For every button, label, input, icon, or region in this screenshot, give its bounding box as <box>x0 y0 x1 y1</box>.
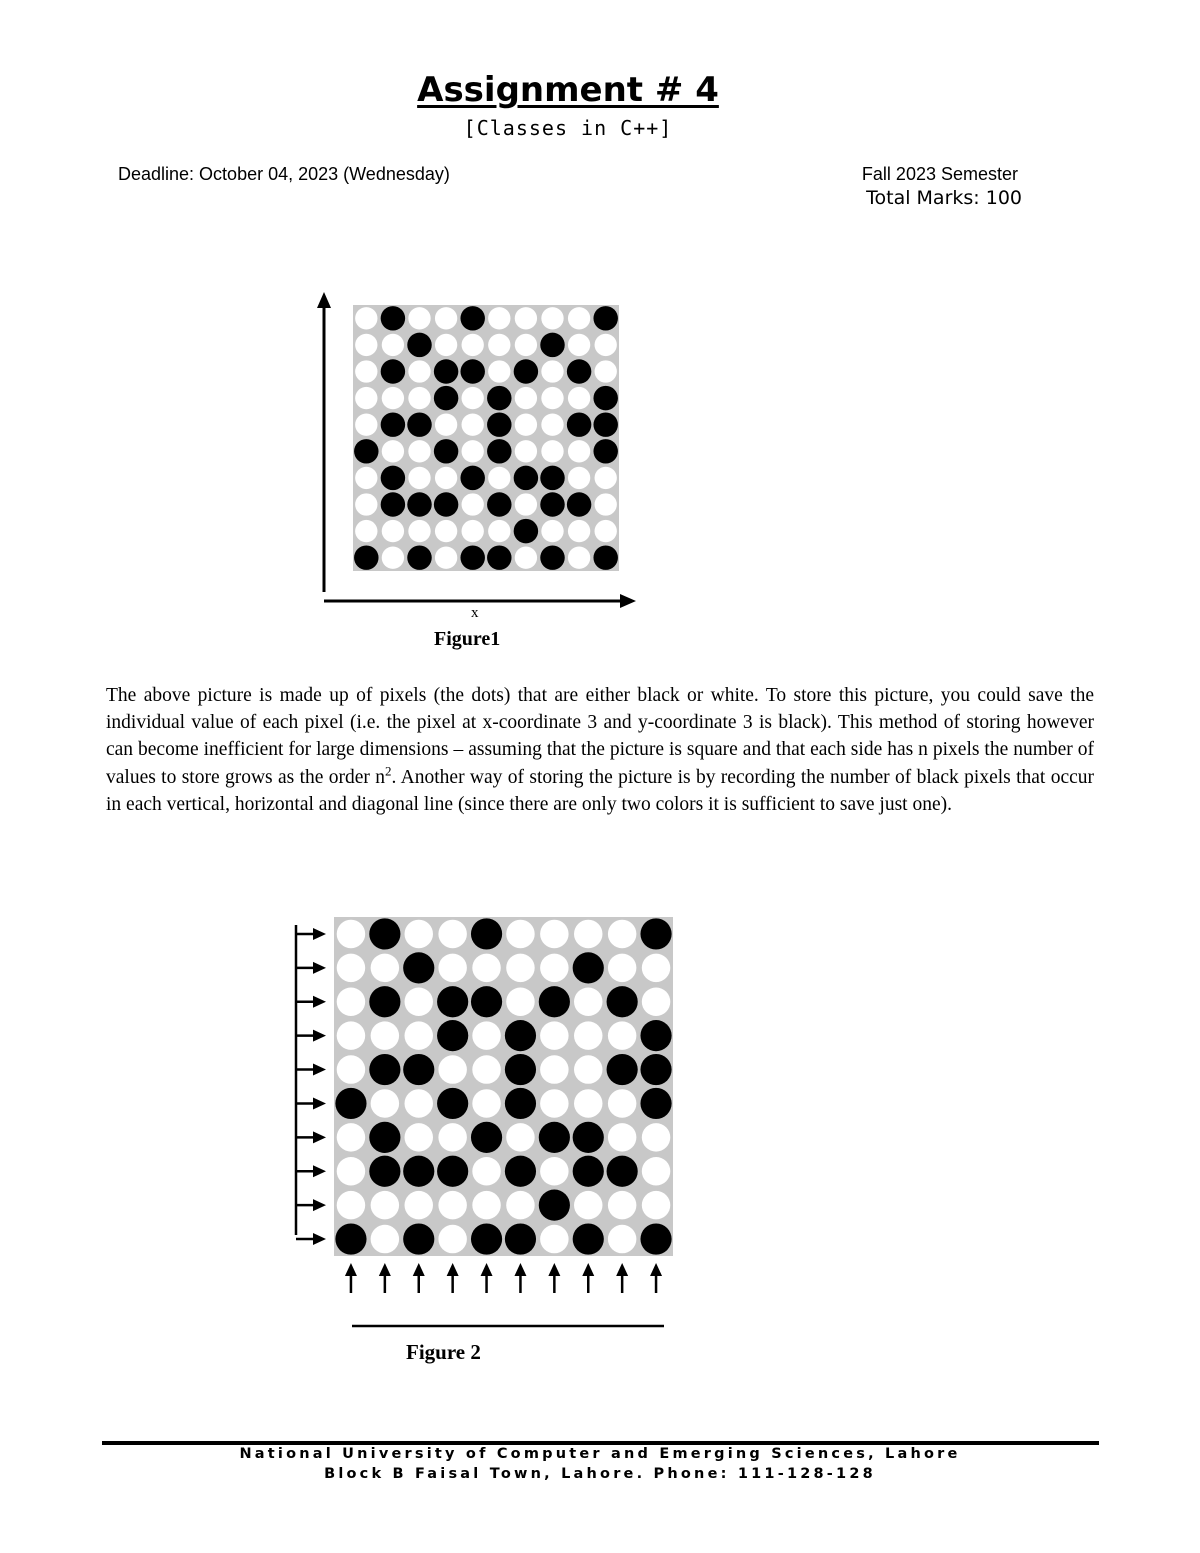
white-pixel <box>371 1191 399 1219</box>
black-pixel <box>487 386 511 410</box>
figure2-column-arrows <box>345 1263 662 1293</box>
white-pixel <box>568 387 590 409</box>
footer-address: Block B Faisal Town, Lahore. Phone: 111-128-128 <box>324 1466 876 1482</box>
black-pixel <box>403 1156 434 1187</box>
white-pixel <box>540 1089 568 1117</box>
black-pixel <box>640 1054 671 1085</box>
black-pixel <box>640 1088 671 1119</box>
black-pixel <box>539 986 570 1017</box>
black-pixel <box>369 1054 400 1085</box>
white-pixel <box>608 1089 636 1117</box>
white-pixel <box>541 520 563 542</box>
footer-divider <box>102 1441 1099 1445</box>
white-pixel <box>540 920 568 948</box>
white-pixel <box>371 954 399 982</box>
white-pixel <box>608 954 636 982</box>
black-pixel <box>434 492 458 516</box>
white-pixel <box>506 988 534 1016</box>
white-pixel <box>540 1225 568 1253</box>
white-pixel <box>595 520 617 542</box>
white-pixel <box>405 1021 433 1049</box>
paragraph-superscript: 2 <box>385 763 392 779</box>
white-pixel <box>405 1191 433 1219</box>
white-pixel <box>568 520 590 542</box>
white-pixel <box>382 547 404 569</box>
white-pixel <box>541 387 563 409</box>
deadline-text: Deadline: October 04, 2023 (Wednesday) <box>118 164 450 184</box>
white-pixel <box>371 1225 399 1253</box>
row-arrow-head <box>313 1233 326 1245</box>
white-pixel <box>574 1089 602 1117</box>
figure1-axes <box>317 292 636 608</box>
black-pixel <box>434 439 458 463</box>
column-arrow-head <box>413 1263 425 1276</box>
white-pixel <box>382 387 404 409</box>
row-arrow-head <box>313 1097 326 1109</box>
black-pixel <box>471 1122 502 1153</box>
black-pixel <box>403 1054 434 1085</box>
black-pixel <box>540 545 564 569</box>
black-pixel <box>407 333 431 357</box>
white-pixel <box>355 334 377 356</box>
white-pixel <box>472 1191 500 1219</box>
white-pixel <box>642 1191 670 1219</box>
black-pixel <box>539 1190 570 1221</box>
black-pixel <box>640 1223 671 1254</box>
black-pixel <box>335 1088 366 1119</box>
total-marks-text: Total Marks: 100 <box>866 187 1022 209</box>
white-pixel <box>438 1123 466 1151</box>
column-arrow-head <box>650 1263 662 1276</box>
black-pixel <box>403 952 434 983</box>
black-pixel <box>369 1156 400 1187</box>
black-pixel <box>460 466 484 490</box>
figure2-caption: Figure 2 <box>406 1340 481 1364</box>
white-pixel <box>438 1225 466 1253</box>
black-pixel <box>437 1020 468 1051</box>
black-pixel <box>381 466 405 490</box>
figure1-caption: Figure1 <box>434 628 501 650</box>
black-pixel <box>369 986 400 1017</box>
black-pixel <box>437 1156 468 1187</box>
white-pixel <box>337 954 365 982</box>
white-pixel <box>568 467 590 489</box>
white-pixel <box>595 493 617 515</box>
white-pixel <box>355 414 377 436</box>
white-pixel <box>462 387 484 409</box>
white-pixel <box>506 954 534 982</box>
white-pixel <box>574 1055 602 1083</box>
white-pixel <box>438 1191 466 1219</box>
row-arrow-head <box>313 1131 326 1143</box>
assignment-title: Assignment # 4 <box>417 70 719 110</box>
white-pixel <box>472 1055 500 1083</box>
white-pixel <box>435 414 457 436</box>
white-pixel <box>608 1225 636 1253</box>
white-pixel <box>595 467 617 489</box>
white-pixel <box>355 520 377 542</box>
figure2-row-arrows <box>296 925 326 1245</box>
black-pixel <box>540 466 564 490</box>
white-pixel <box>355 360 377 382</box>
white-pixel <box>472 1089 500 1117</box>
description-paragraph <box>106 682 1094 818</box>
white-pixel <box>462 440 484 462</box>
black-pixel <box>505 1020 536 1051</box>
semester-text: Fall 2023 Semester <box>861 164 1018 184</box>
black-pixel <box>487 412 511 436</box>
white-pixel <box>355 387 377 409</box>
black-pixel <box>567 412 591 436</box>
black-pixel <box>437 986 468 1017</box>
white-pixel <box>515 440 537 462</box>
white-pixel <box>438 920 466 948</box>
row-arrow-head <box>313 928 326 940</box>
column-arrow-head <box>447 1263 459 1276</box>
black-pixel <box>540 492 564 516</box>
white-pixel <box>435 520 457 542</box>
footer-university: National University of Computer and Emerging Sciences, Lahore <box>239 1446 961 1462</box>
black-pixel <box>640 918 671 949</box>
white-pixel <box>382 334 404 356</box>
black-pixel <box>434 386 458 410</box>
white-pixel <box>540 1021 568 1049</box>
white-pixel <box>515 414 537 436</box>
white-pixel <box>568 440 590 462</box>
column-arrow-head <box>514 1263 526 1276</box>
black-pixel <box>369 918 400 949</box>
column-arrow-head <box>548 1263 560 1276</box>
row-arrow-head <box>313 962 326 974</box>
white-pixel <box>438 954 466 982</box>
white-pixel <box>355 493 377 515</box>
black-pixel <box>514 466 538 490</box>
white-pixel <box>506 1191 534 1219</box>
white-pixel <box>408 387 430 409</box>
white-pixel <box>574 1021 602 1049</box>
black-pixel <box>407 492 431 516</box>
white-pixel <box>541 440 563 462</box>
white-pixel <box>541 414 563 436</box>
black-pixel <box>471 1223 502 1254</box>
white-pixel <box>642 1157 670 1185</box>
black-pixel <box>505 1223 536 1254</box>
row-arrow-head <box>313 1199 326 1211</box>
column-arrow-head <box>379 1263 391 1276</box>
white-pixel <box>408 307 430 329</box>
black-pixel <box>381 306 405 330</box>
row-arrow-head <box>313 1064 326 1076</box>
white-pixel <box>382 520 404 542</box>
white-pixel <box>595 360 617 382</box>
black-pixel <box>471 986 502 1017</box>
assignment-subtitle: [Classes in C++] <box>463 116 673 140</box>
black-pixel <box>471 918 502 949</box>
black-pixel <box>369 1122 400 1153</box>
white-pixel <box>472 1021 500 1049</box>
white-pixel <box>355 467 377 489</box>
black-pixel <box>335 1223 366 1254</box>
white-pixel <box>574 920 602 948</box>
row-arrow-head <box>313 1165 326 1177</box>
black-pixel <box>593 439 617 463</box>
black-pixel <box>539 1122 570 1153</box>
black-pixel <box>354 439 378 463</box>
white-pixel <box>337 1191 365 1219</box>
white-pixel <box>515 334 537 356</box>
black-pixel <box>505 1156 536 1187</box>
black-pixel <box>407 412 431 436</box>
black-pixel <box>460 359 484 383</box>
paragraph-text-1: The above picture is made up of pixels (the dots) that are either black or white. To store this picture, you could save the individual value of each pixel (i.e. the pixel at x-coordinate 3 and y-coordinate 3 is black). This method of storing however can become inefficient for large dimensions – assuming that the picture is square and that each side has n pixels the number of values to store grows as the order n <box>106 685 1094 788</box>
white-pixel <box>488 334 510 356</box>
white-pixel <box>405 1123 433 1151</box>
figure1-x-label: x <box>471 605 479 621</box>
black-pixel <box>593 412 617 436</box>
paragraph-text-2: . Another way of storing the picture is by recording the number of black pixels that occur in each vertical, horizontal and diagonal line (since there are only two colors it is sufficient to save just one). <box>106 766 1094 815</box>
white-pixel <box>337 1123 365 1151</box>
white-pixel <box>408 440 430 462</box>
white-pixel <box>408 520 430 542</box>
black-pixel <box>607 1054 638 1085</box>
white-pixel <box>540 1055 568 1083</box>
column-arrow-head <box>582 1263 594 1276</box>
white-pixel <box>405 920 433 948</box>
white-pixel <box>435 467 457 489</box>
white-pixel <box>642 988 670 1016</box>
black-pixel <box>403 1223 434 1254</box>
black-pixel <box>381 492 405 516</box>
black-pixel <box>354 545 378 569</box>
white-pixel <box>355 307 377 329</box>
white-pixel <box>568 547 590 569</box>
grid-background <box>334 917 673 1256</box>
black-pixel <box>573 952 604 983</box>
white-pixel <box>337 988 365 1016</box>
black-pixel <box>487 492 511 516</box>
white-pixel <box>488 467 510 489</box>
white-pixel <box>488 360 510 382</box>
white-pixel <box>462 414 484 436</box>
white-pixel <box>506 1123 534 1151</box>
grid-background <box>353 305 619 571</box>
white-pixel <box>472 1157 500 1185</box>
white-pixel <box>462 520 484 542</box>
black-pixel <box>407 545 431 569</box>
white-pixel <box>408 467 430 489</box>
black-pixel <box>434 359 458 383</box>
white-pixel <box>382 440 404 462</box>
black-pixel <box>607 1156 638 1187</box>
figure2-pixel-grid <box>334 917 673 1256</box>
white-pixel <box>462 334 484 356</box>
black-pixel <box>593 386 617 410</box>
column-arrow-head <box>481 1263 493 1276</box>
black-pixel <box>640 1020 671 1051</box>
white-pixel <box>541 307 563 329</box>
black-pixel <box>567 492 591 516</box>
row-arrow-head <box>313 1030 326 1042</box>
black-pixel <box>607 986 638 1017</box>
white-pixel <box>541 360 563 382</box>
black-pixel <box>487 439 511 463</box>
black-pixel <box>437 1088 468 1119</box>
white-pixel <box>337 1021 365 1049</box>
black-pixel <box>573 1223 604 1254</box>
black-pixel <box>505 1054 536 1085</box>
white-pixel <box>337 1055 365 1083</box>
white-pixel <box>568 307 590 329</box>
white-pixel <box>488 307 510 329</box>
white-pixel <box>405 988 433 1016</box>
white-pixel <box>608 1123 636 1151</box>
black-pixel <box>460 545 484 569</box>
white-pixel <box>435 334 457 356</box>
white-pixel <box>405 1089 433 1117</box>
white-pixel <box>371 1089 399 1117</box>
black-pixel <box>514 359 538 383</box>
white-pixel <box>608 1021 636 1049</box>
black-pixel <box>593 306 617 330</box>
white-pixel <box>574 988 602 1016</box>
white-pixel <box>435 307 457 329</box>
white-pixel <box>438 1055 466 1083</box>
black-pixel <box>573 1156 604 1187</box>
black-pixel <box>573 1122 604 1153</box>
white-pixel <box>371 1021 399 1049</box>
white-pixel <box>408 360 430 382</box>
white-pixel <box>568 334 590 356</box>
black-pixel <box>505 1088 536 1119</box>
white-pixel <box>337 1157 365 1185</box>
figure1-pixel-grid <box>353 305 619 571</box>
black-pixel <box>593 545 617 569</box>
white-pixel <box>540 954 568 982</box>
white-pixel <box>574 1191 602 1219</box>
black-pixel <box>514 519 538 543</box>
white-pixel <box>540 1157 568 1185</box>
white-pixel <box>515 547 537 569</box>
black-pixel <box>567 359 591 383</box>
black-pixel <box>540 333 564 357</box>
black-pixel <box>381 359 405 383</box>
white-pixel <box>642 1123 670 1151</box>
white-pixel <box>595 334 617 356</box>
white-pixel <box>515 307 537 329</box>
white-pixel <box>488 520 510 542</box>
black-pixel <box>381 412 405 436</box>
white-pixel <box>435 547 457 569</box>
white-pixel <box>642 954 670 982</box>
row-arrow-head <box>313 996 326 1008</box>
white-pixel <box>515 387 537 409</box>
white-pixel <box>506 920 534 948</box>
black-pixel <box>460 306 484 330</box>
white-pixel <box>462 493 484 515</box>
white-pixel <box>608 920 636 948</box>
white-pixel <box>337 920 365 948</box>
column-arrow-head <box>345 1263 357 1276</box>
white-pixel <box>608 1191 636 1219</box>
white-pixel <box>472 954 500 982</box>
black-pixel <box>487 545 511 569</box>
column-arrow-head <box>616 1263 628 1276</box>
white-pixel <box>515 493 537 515</box>
